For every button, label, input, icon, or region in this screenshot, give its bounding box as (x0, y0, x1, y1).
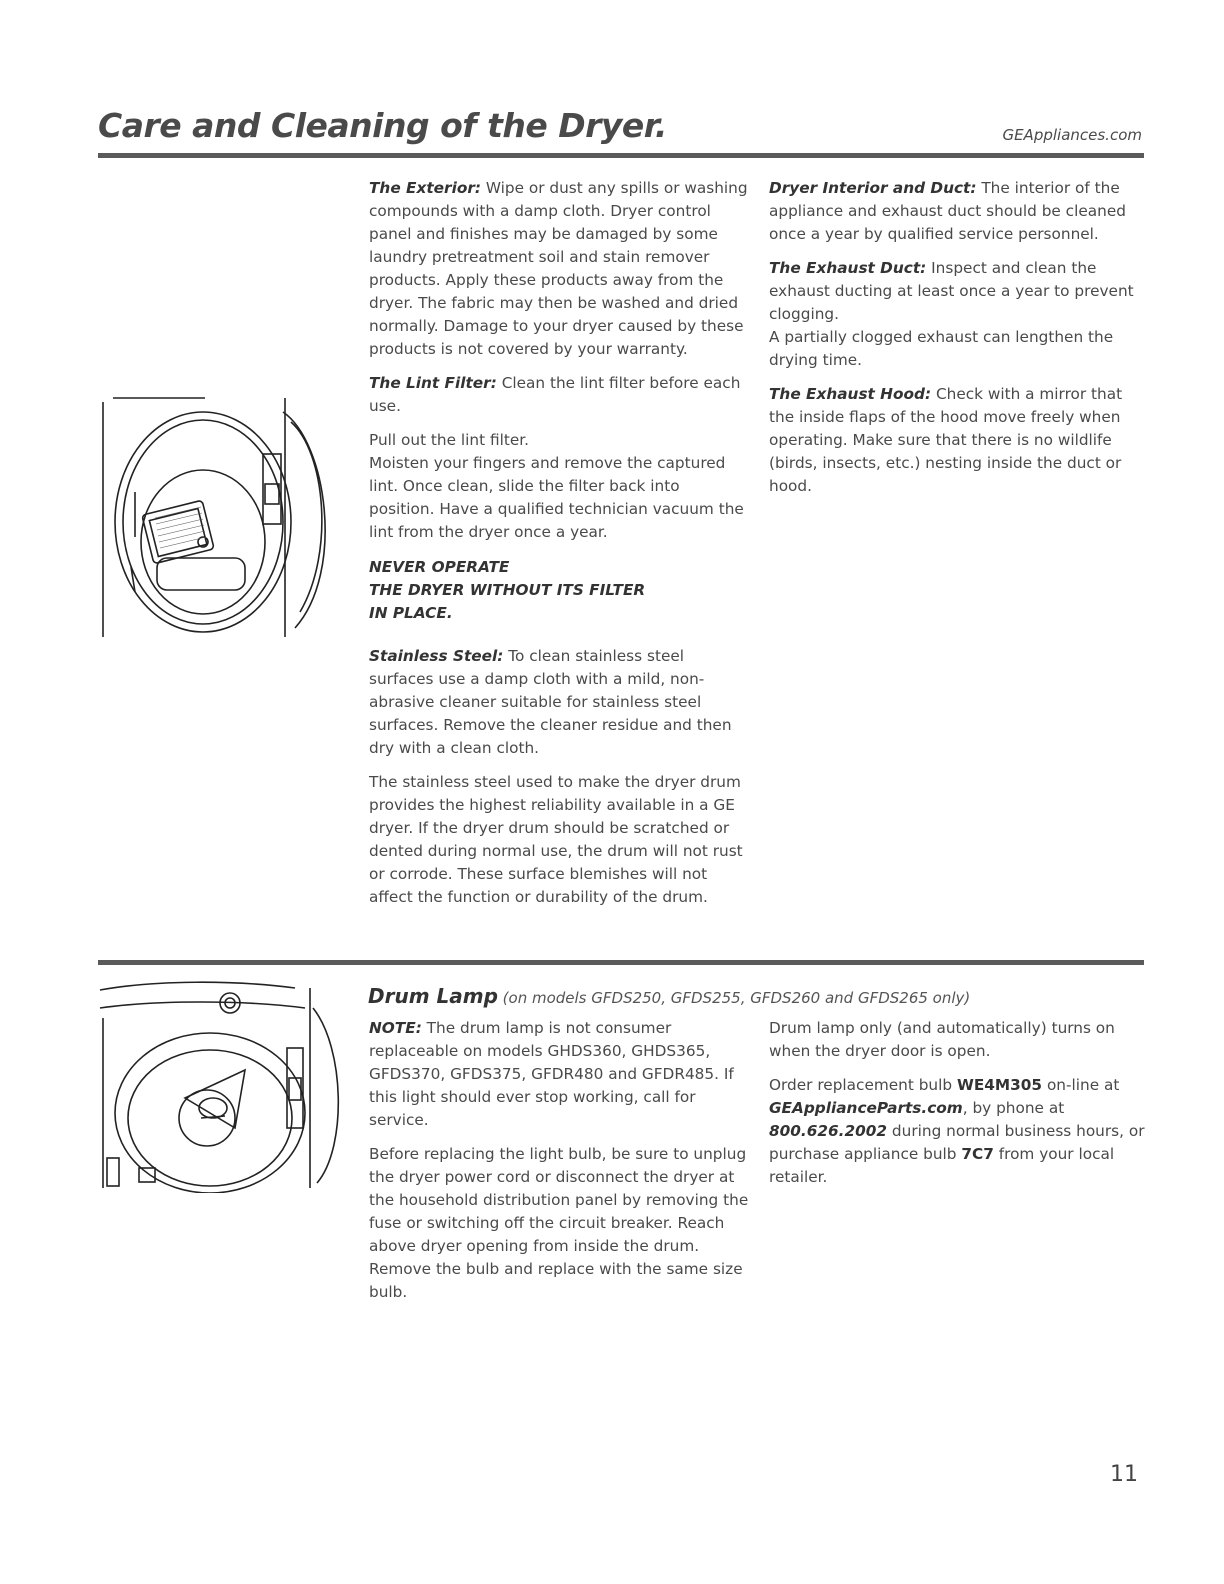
order-text-5: from your local retailer. (769, 1145, 1115, 1186)
drum-lamp-models: (on models GFDS250, GFDS255, GFDS260 and GFDS265 only) (497, 989, 971, 1007)
exhaust-duct-text-2: A partially clogged exhaust can lengthen the drying time. (769, 328, 1114, 369)
exhaust-hood-paragraph (769, 383, 1144, 498)
stainless-paragraph (369, 645, 749, 760)
order-text-1: Order replacement bulb (769, 1076, 957, 1094)
parts-website: GEApplianceParts.com (769, 1099, 963, 1117)
lint-step-1: Pull out the lint filter. (369, 431, 529, 449)
lint-filter-steps (369, 429, 749, 544)
warning-line-1: NEVER OPERATE (369, 558, 510, 576)
bulb-replacement-instructions: Before replacing the light bulb, be sure to unplug the dryer power cord or disconnect the dryer at the household distribution panel by removing the fuse or switching off the circuit breaker. Reach above dryer opening from inside the drum. Remove the bulb and replace with the same size bulb. (369, 1145, 749, 1301)
lint-filter-illustration (95, 392, 340, 642)
note-text: The drum lamp is not consumer replaceable on models GHDS360, GHDS365, GFDS370, GFDS375, GFDR480 and GFDR485. If this light should ever stop working, call for service. (369, 1019, 734, 1129)
order-text-3: , by phone at (962, 1099, 1065, 1117)
stainless-text: To clean stainless steel surfaces use a damp cloth with a mild, non-abrasive cleaner suitable for stainless steel surfaces. Remove the cleaner residue and then dry with a clean cloth. (369, 647, 732, 757)
phone-number: 800.626.2002 (769, 1122, 888, 1140)
drum-lamp-auto: Drum lamp only (and automatically) turns on when the dryer door is open. (769, 1019, 1115, 1060)
drum-lamp-title: Drum Lamp (368, 984, 498, 1008)
stainless-label: Stainless Steel: (369, 647, 504, 665)
order-bulb-paragraph (769, 1074, 1147, 1189)
lint-filter-text: Clean the lint filter before each use. (369, 374, 741, 415)
page-title: Care and Cleaning of the Dryer. (98, 106, 667, 145)
drum-lamp-illustration (95, 978, 340, 1193)
warning-line-2: THE DRYER WITHOUT ITS FILTER (369, 581, 646, 599)
page-number: 11 (1110, 1462, 1138, 1487)
exhaust-duct-paragraph (769, 257, 1144, 372)
lint-filter-label: The Lint Filter: (369, 374, 497, 392)
header-rule (98, 153, 1144, 158)
filter-warning (369, 556, 749, 625)
drum-lamp-heading (368, 984, 970, 1008)
stainless-paragraph-2: The stainless steel used to make the dryer drum provides the highest reliability available in a GE dryer. If the dryer drum should be scratched or dented during normal use, the drum will not rust or corrode. These surface blemishes will not affect the function or durability of the drum. (369, 773, 743, 906)
exterior-paragraph (369, 177, 749, 361)
interior-paragraph (769, 177, 1144, 246)
interior-text: The interior of the appliance and exhaust duct should be cleaned once a year by qualified service personnel. (769, 179, 1126, 243)
bulb-model: 7C7 (961, 1145, 994, 1163)
section-rule (98, 960, 1144, 965)
note-label: NOTE: (369, 1019, 422, 1037)
exhaust-hood-text: Check with a mirror that the inside flaps of the hood move freely when operating. Make sure that there is no wildlife (birds, insects, etc.) nesting inside the duct or hood. (769, 385, 1123, 495)
warning-line-3: IN PLACE. (369, 604, 453, 622)
drum-lamp-note (369, 1017, 754, 1132)
order-text-2: on-line at (1042, 1076, 1120, 1094)
website-url: GEAppliances.com (1002, 126, 1142, 144)
lint-filter-paragraph (369, 372, 749, 418)
exterior-label: The Exterior: (369, 179, 481, 197)
exhaust-hood-label: The Exhaust Hood: (769, 385, 932, 403)
exhaust-duct-text: Inspect and clean the exhaust ducting at least once a year to prevent clogging. (769, 259, 1134, 323)
interior-label: Dryer Interior and Duct: (769, 179, 977, 197)
exterior-text: Wipe or dust any spills or washing compounds with a damp cloth. Dryer control panel and finishes may be damaged by some laundry pretreatment soil and stain remover products. Apply these products away from the dryer. The fabric may then be washed and dried normally. Damage to your dryer caused by these products is not covered by your warranty. (369, 179, 748, 358)
part-number: WE4M305 (956, 1076, 1043, 1094)
order-text-4: during normal business hours, or purchase appliance bulb (769, 1122, 1145, 1163)
exhaust-duct-label: The Exhaust Duct: (769, 259, 927, 277)
lint-step-2: Moisten your fingers and remove the captured lint. Once clean, slide the filter back into position. Have a qualified technician vacuum the lint from the dryer once a year. (369, 454, 744, 541)
